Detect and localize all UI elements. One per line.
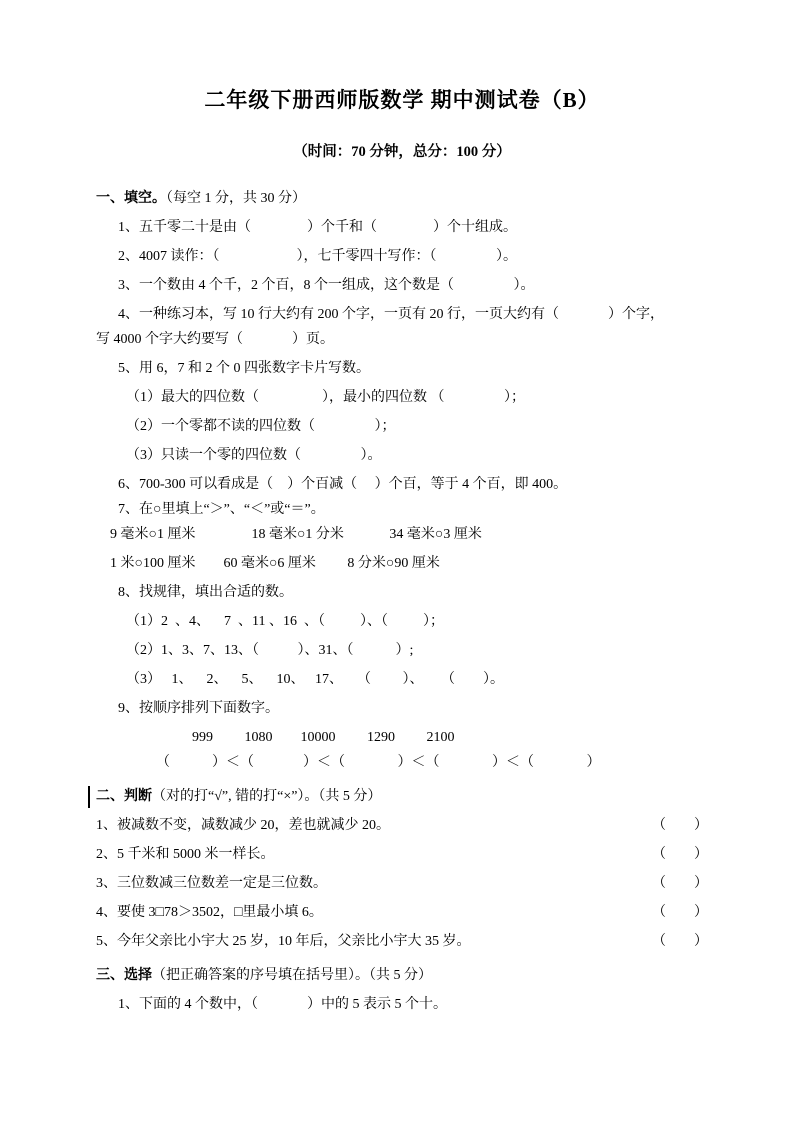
section1-scoring: （每空 1 分，共 30 分） [166, 191, 306, 206]
section2-title: 二、判断 [96, 789, 152, 804]
section1-title: 一、填空。 [96, 191, 166, 206]
question-item: 5、用 6，7 和 2 个 0 四张数字卡片写数。 [118, 361, 370, 376]
section2-scoring: （对的打“√”, 错的打“×”）。（共 5 分） [152, 789, 382, 804]
question-item: 1、五千零二十是由（ ）个千和（ ）个十组成。 [118, 220, 517, 235]
spacer [327, 871, 652, 896]
question-item: 6、700-300 可以看成是（ ）个百减（ ）个百，等于 4 个百，即 400。 [118, 477, 568, 492]
question-item [96, 900, 708, 925]
spacer [471, 929, 653, 954]
question-sub-item: （2）一个零都不读的四位数（ ）； [126, 419, 396, 434]
spacer [275, 842, 653, 867]
comparison-row: 1 米○100 厘米 60 毫米○6 厘米 8 分米○90 厘米 [110, 556, 440, 571]
spacer [323, 900, 652, 925]
spacer [390, 813, 652, 838]
answer-bracket: （ ） [652, 905, 708, 920]
question-item [96, 842, 708, 867]
question-item [96, 929, 708, 954]
question-sub-item: （3） 1、 2、 5、 10、 17、 （ ）、 （ ）。 [126, 672, 504, 687]
page-content [96, 84, 708, 1021]
answer-bracket: （ ） [652, 818, 708, 833]
question-item: 4、一种练习本，写 10 行大约有 200 个字，一页有 20 行，一页大约有（ ）个字， [118, 307, 664, 322]
number-sequence: 999 1080 10000 1290 2100 [192, 730, 455, 745]
answer-bracket: （ ） [652, 876, 708, 891]
comparison-row: 9 毫米○1 厘米 18 毫米○1 分米 34 毫米○3 厘米 [110, 527, 482, 542]
question-text: 5、今年父亲比小宇大 25 岁，10 年后，父亲比小宇大 35 岁。 [96, 934, 471, 949]
question-item [96, 871, 708, 896]
page-title: 二年级下册西师版数学 期中测试卷（B） [204, 88, 600, 112]
margin-edit-mark [88, 786, 90, 808]
question-sub-item: （1）2 、4、 7 、11 、16 、（ ）、（ ）； [126, 614, 444, 629]
section-heading-fill-in-blanks [96, 187, 708, 207]
question-text: 2、5 千米和 5000 米一样长。 [96, 847, 275, 862]
question-text: 1、被减数不变，减数减少 20，差也就减少 20。 [96, 818, 390, 833]
question-item: 7、在○里填上“＞”、“＜”或“＝”。 [118, 502, 325, 517]
answer-bracket: （ ） [652, 934, 708, 949]
ordering-blanks: （ ）＜（ ）＜（ ）＜（ ）＜（ ） [156, 755, 601, 770]
question-item: 2、4007 读作：（ ），七千零四十写作：（ ）。 [118, 249, 517, 264]
question-sub-item: （1）最大的四位数（ ），最小的四位数 （ ）； [126, 390, 525, 405]
question-text: 4、要使 3□78＞3502，□里最小填 6。 [96, 905, 323, 920]
question-item-continuation: 写 4000 个字大约要写（ ）页。 [96, 332, 334, 347]
question-item: 8、找规律，填出合适的数。 [118, 585, 293, 600]
section3-title: 三、选择 [96, 968, 152, 983]
section-heading-true-false [96, 785, 708, 805]
question-sub-item: （2）1、3、7、13、（ ）、31、（ ）; [126, 643, 414, 658]
section-heading-multiple-choice [96, 964, 708, 984]
question-sub-item: （3）只读一个零的四位数（ ）。 [126, 448, 382, 463]
section3-scoring: （把正确答案的序号填在括号里）。（共 5 分） [152, 968, 432, 983]
question-item [96, 813, 708, 838]
answer-bracket: （ ） [652, 847, 708, 862]
exam-subtitle: （时间：70 分钟，总分：100 分） [293, 144, 511, 160]
question-text: 3、三位数减三位数差一定是三位数。 [96, 876, 327, 891]
question-item: 3、一个数由 4 个千，2 个百，8 个一组成，这个数是（ ）。 [118, 278, 535, 293]
question-item: 1、下面的 4 个数中，（ ）中的 5 表示 5 个十。 [118, 997, 447, 1012]
question-item: 9、按顺序排列下面数字。 [118, 701, 279, 716]
